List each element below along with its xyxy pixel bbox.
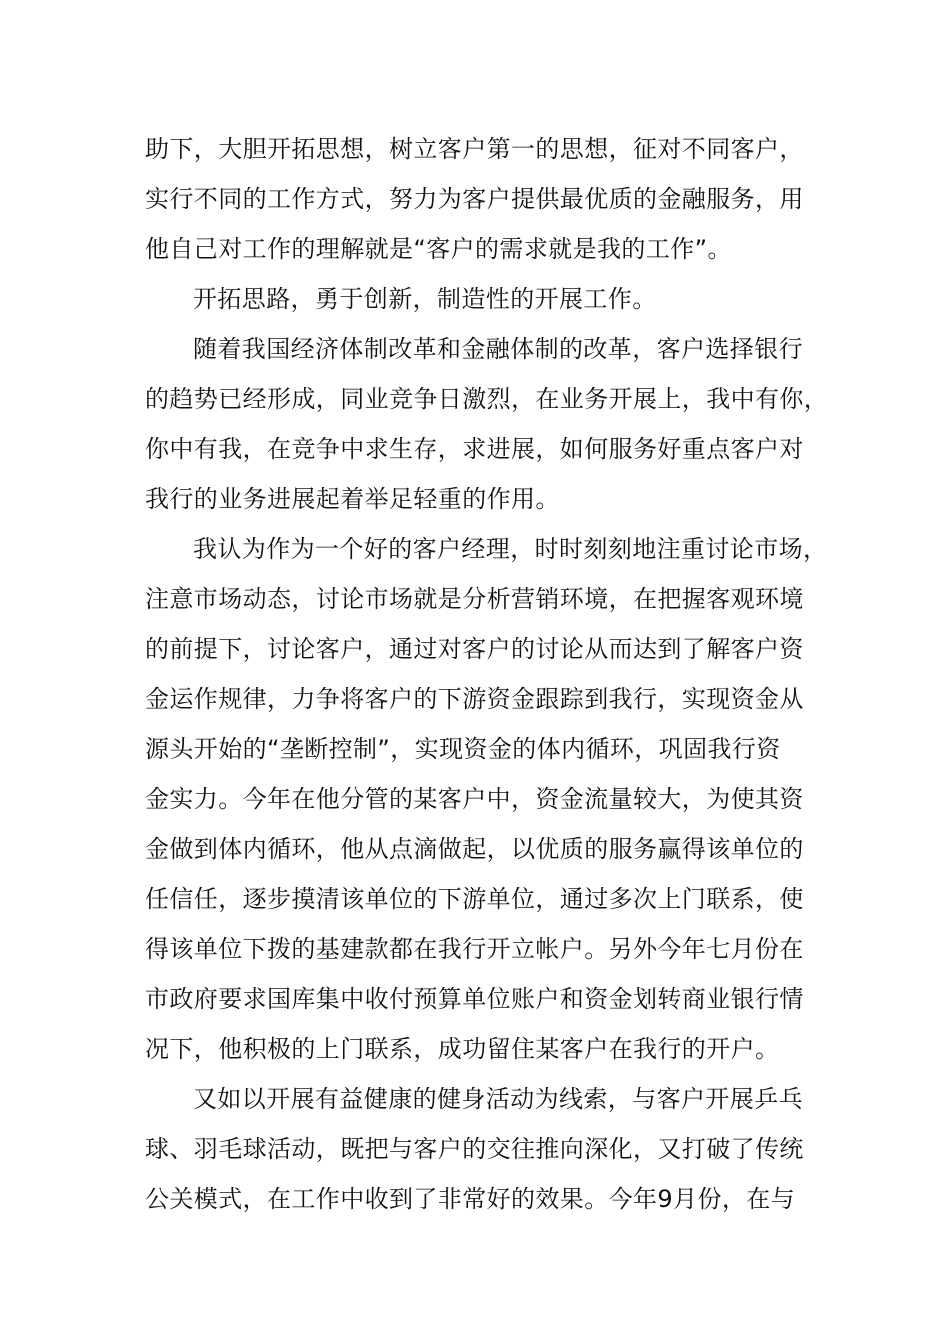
text-line: 任信任，逐步摸清该单位的下游单位，通过多次上门联系，使 — [145, 885, 804, 913]
text-line: 开拓思路，勇于创新，制造性的开展工作。 — [193, 285, 657, 313]
text-line: 金实力。今年在他分管的某客户中，资金流量较大，为使其资 — [145, 785, 804, 813]
text-line: 我行的业务进展起着举足轻重的作用。 — [145, 485, 560, 513]
text-line: 源头开始的“垄断控制”，实现资金的体内循环，巩固我行资 — [145, 735, 781, 763]
text-line: 公关模式，在工作中收到了非常好的效果。今年9月份，在与 — [145, 1185, 796, 1213]
text-line: 况下，他积极的上门联系，成功留住某客户在我行的开户。 — [145, 1035, 780, 1063]
text-line: 金做到体内循环，他从点滴做起，以优质的服务赢得该单位的 — [145, 835, 804, 863]
text-line: 注意市场动态，讨论市场就是分析营销环境，在把握客观环境 — [145, 585, 804, 613]
text-line: 又如以开展有益健康的健身活动为线索，与客户开展乒乓 — [193, 1085, 803, 1113]
body-text — [145, 124, 835, 1224]
text-line: 的前提下，讨论客户，通过对客户的讨论从而达到了解客户资 — [145, 635, 804, 663]
text-line: 他自己对工作的理解就是“客户的需求就是我的工作”。 — [145, 235, 732, 263]
text-line: 助下，大胆开拓思想，树立客户第一的思想，征对不同客户， — [145, 135, 804, 163]
text-line: 我认为作为一个好的客户经理，时时刻刻地注重讨论市场， — [193, 535, 828, 563]
text-line: 实行不同的工作方式，努力为客户提供最优质的金融服务，用 — [145, 185, 804, 213]
text-line: 市政府要求国库集中收付预算单位账户和资金划转商业银行情 — [145, 985, 804, 1013]
text-line: 得该单位下拨的基建款都在我行开立帐户。另外今年七月份在 — [145, 935, 804, 963]
text-line: 你中有我，在竞争中求生存，求进展，如何服务好重点客户对 — [145, 435, 804, 463]
text-line: 随着我国经济体制改革和金融体制的改革，客户选择银行 — [193, 335, 803, 363]
text-line: 金运作规律，力争将客户的下游资金跟踪到我行，实现资金从 — [145, 685, 804, 713]
text-line: 的趋势已经形成，同业竞争日激烈，在业务开展上，我中有你， — [145, 385, 829, 413]
text-line: 球、羽毛球活动，既把与客户的交往推向深化，又打破了传统 — [145, 1135, 804, 1163]
